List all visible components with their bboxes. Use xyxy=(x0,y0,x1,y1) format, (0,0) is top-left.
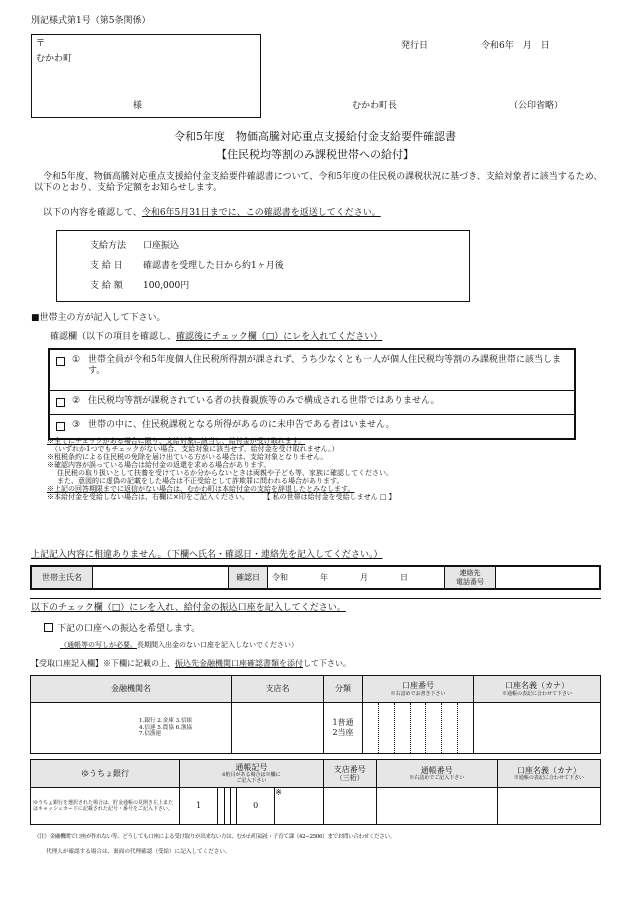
account-name-note: ※通帳の表記に合わせて下さい xyxy=(501,690,572,697)
account-number-label: 口座番号 xyxy=(402,681,434,691)
confirm-checkbox[interactable] xyxy=(56,357,65,366)
name-input[interactable] xyxy=(93,566,229,589)
payment-label: 支 給 額 xyxy=(90,281,123,291)
intro-deadline xyxy=(43,208,381,219)
yucho-account-name-input[interactable] xyxy=(497,788,600,825)
yucho-table xyxy=(30,759,601,825)
account-number-note: ※右詰めでお書き下さい xyxy=(390,690,446,697)
confirm-item-text: 世帯全員が令和5年度個人住民税所得割が課されず、うち少なくとも一人が個人住民税均等割のみ課税世帯に該当します。 xyxy=(88,355,562,377)
symbol-header xyxy=(180,760,324,788)
bank-type-options: 1.銀行 2.金庫 3.信組 4.信連 5.農協 6.漁協 7.信漁連 xyxy=(139,717,193,738)
note-line: 住民税の取り扱いとして扶養を受けているか分からないときは両親や子ども等、家族に確認してください。 xyxy=(57,469,393,478)
bank-name-header: 金融機関名 xyxy=(31,676,232,703)
category-cell[interactable] xyxy=(324,703,363,754)
postal-mark: 〒 xyxy=(36,39,46,49)
account-name-header xyxy=(474,676,601,703)
category-header: 分類 xyxy=(324,676,363,703)
address-box xyxy=(31,34,261,118)
account-digit-box[interactable] xyxy=(395,703,411,753)
passbook-number-input[interactable] xyxy=(376,788,497,825)
note-line: ※租税条約による住民税の免除を届け出ている方がいる場合は、支給対象となりません。 xyxy=(47,453,328,462)
transfer-request-note xyxy=(60,641,298,649)
decline-instruction: ※本給付金を受給しない場合は、右欄に×印をご記入ください。 xyxy=(47,493,249,502)
seal-omitted: （公印省略） xyxy=(509,101,564,111)
symbol-note: 6桁目がある場合は※欄に ご記入下さい xyxy=(222,772,281,785)
note-line: また、意図的に虚偽の記載をした場合は不正受給として詐欺罪に問われる場合があります。 xyxy=(57,477,344,486)
contact-label-line1: 連絡先 xyxy=(459,569,481,578)
passbook-number-header xyxy=(376,760,497,788)
note-line: ※確認内容が誤っている場合は給付金の返還を求める場合があります。 xyxy=(47,461,271,470)
addressee-honorific: 様 xyxy=(133,101,143,111)
yucho-description: ゆうちょ銀行を選択された場合は、貯金通帳の見開き左上またはキャッシュカードに記載された記号・番号をご記入下さい。 xyxy=(31,788,180,825)
decline-checkbox-label[interactable]: 【 私の世帯は給付金を受給しません □ 】 xyxy=(266,493,396,502)
confirm-item-number: ① xyxy=(72,355,81,365)
intro-deadline-date: 令和6年5月31日までに、この確認書を返送してください。 xyxy=(141,208,381,218)
yucho-account-name-note: ※通帳の表記に合わせて下さい xyxy=(513,775,584,782)
yucho-title: ゆうちょ銀行 xyxy=(31,760,180,788)
transfer-request-label: 下記の口座への振込を希望します。 xyxy=(57,624,201,634)
confirm-item[interactable] xyxy=(50,350,574,390)
confirm-item-text: 世帯の中に、住民税課税となる所得があるのに未申告である者はいません。 xyxy=(88,420,395,430)
issue-label: 発行日 xyxy=(401,41,429,51)
address-town: むかわ町 xyxy=(36,54,73,64)
intro-deadline-lead: 以下の内容を確認して、 xyxy=(43,208,142,218)
branch-number-input[interactable] xyxy=(323,788,376,825)
note-line: （いずれか1つでもチェックがない場合、支給対象に該当せず、給付金を受け取れません。） xyxy=(51,445,339,454)
account-digit-box[interactable] xyxy=(411,703,427,753)
account-heading: 以下のチェック欄（□）にレを入れ、給付金の振込口座を記入してください。 xyxy=(31,603,346,613)
payment-row xyxy=(90,261,284,272)
note-line: ※上記の回答期限までに返信がない場合は、むかわ町は本給付金の支給を辞退したとみなします。 xyxy=(47,485,355,494)
signature-table xyxy=(30,565,601,590)
confirm-item[interactable] xyxy=(50,390,574,415)
payment-label: 支給方法 xyxy=(90,241,127,251)
payment-value: 確認書を受理した日から約1ヶ月後 xyxy=(143,261,284,271)
notes-list xyxy=(47,437,597,501)
account-digit-box[interactable] xyxy=(379,703,395,753)
symbol-digit-1[interactable]: 1 xyxy=(180,788,218,825)
account-name-label: 口座名義（カナ） xyxy=(505,681,569,691)
form-label-c: して下さい。 xyxy=(303,659,351,668)
passbook-number-note: ※右詰めでご記入下さい xyxy=(409,775,465,782)
confirm-item[interactable] xyxy=(50,414,574,439)
account-name-cell[interactable] xyxy=(474,703,601,754)
section-divider xyxy=(30,598,601,599)
confirm-heading-lead: 確認欄（以下の項目を確認し、 xyxy=(50,332,177,342)
contact-input[interactable] xyxy=(496,566,601,589)
category-option-current[interactable]: 2当座 xyxy=(332,728,354,737)
payment-box xyxy=(56,230,470,302)
date-input[interactable]: 令和 年 月 日 xyxy=(268,566,445,589)
note-line xyxy=(47,493,597,501)
request-note-a: （通帳等の写しが必要。 xyxy=(60,641,137,649)
branch-number-label: 支店番号 xyxy=(333,764,366,774)
form-label-a: 【受取口座記入欄】※下欄に記載の上、 xyxy=(31,659,175,668)
document-subtitle: 【住民税均等割のみ課税世帯への給付】 xyxy=(216,148,414,161)
name-label: 世帯主氏名 xyxy=(31,566,93,589)
footer-note: （注）金融機関で口座が作れない等、どうしても口座による受け取りが出来ない方は、むかわ町福祉・子育て課（42−2506）までお問い合わせください。 xyxy=(34,834,395,840)
symbol-digit-6[interactable]: ※ xyxy=(275,788,323,825)
signature-heading: 上記記入内容に相違ありません。（下欄へ氏名・確認日・連絡先を記入してください。） xyxy=(31,550,383,560)
symbol-label: 通帳記号 xyxy=(235,762,268,772)
account-number-header xyxy=(363,676,474,703)
payment-value: 口座振込 xyxy=(143,241,180,251)
transfer-request[interactable] xyxy=(44,623,200,635)
householder-note: ■世帯主の方が記入して下さい。 xyxy=(31,313,166,323)
confirm-item-text: 住民税均等割が課税されている者の扶養親族等のみで構成される世帯ではありません。 xyxy=(88,396,440,406)
bank-name-cell[interactable] xyxy=(31,703,232,754)
issuer-name: むかわ町長 xyxy=(352,101,398,111)
yucho-account-name-header xyxy=(497,760,600,788)
contact-label xyxy=(445,566,496,589)
confirm-item-number: ③ xyxy=(72,420,81,430)
passbook-number-label: 通帳番号 xyxy=(420,765,453,775)
category-option-ordinary[interactable]: 1普通 xyxy=(332,718,354,728)
account-form-label xyxy=(31,659,351,669)
payment-value: 100,000円 xyxy=(143,281,190,291)
confirm-heading-instruction: 確認後にチェック欄（□）にレを入れてください） xyxy=(176,332,383,342)
note-line: ※全てにチェックがある場合に限り、支給対象に該当し、給付金が受け取れます。 xyxy=(47,437,306,445)
account-number-cell[interactable] xyxy=(363,703,474,754)
issue-date: 令和6年 月 日 xyxy=(481,41,550,51)
confirm-box xyxy=(48,348,576,440)
payment-row xyxy=(90,241,179,252)
form-label-b: 振込先金融機関口座確認書類を添付 xyxy=(175,659,303,668)
contact-label-line2: 電話番号 xyxy=(456,577,484,586)
transfer-request-checkbox[interactable] xyxy=(44,623,53,632)
account-digit-box[interactable] xyxy=(458,703,473,753)
branch-number-header xyxy=(323,760,376,788)
bank-table xyxy=(30,675,601,754)
branch-number-note: （三桁） xyxy=(335,774,364,783)
branch-name-header: 支店名 xyxy=(232,676,324,703)
account-digit-box[interactable] xyxy=(442,703,458,753)
symbol-digit-5[interactable]: 0 xyxy=(237,788,275,825)
payment-label: 支 給 日 xyxy=(90,261,123,271)
yucho-account-name-label: 口座名義（カナ） xyxy=(516,765,581,775)
account-digit-box[interactable] xyxy=(363,703,379,753)
request-note-b: 長期間入出金のない口座を記入しないでください） xyxy=(137,641,298,649)
form-label: 別記様式第1号（第5条関係） xyxy=(31,16,151,26)
intro-paragraph: 令和5年度、物価高騰対応重点支援給付金支給要件確認書について、令和5年度の住民税の課税状況に基づき、支給対象者に該当するため、以下のとおり、支給予定額をお知らせします。 xyxy=(34,172,603,194)
confirm-item-number: ② xyxy=(72,396,81,406)
confirm-heading xyxy=(50,332,382,343)
account-digit-boxes xyxy=(363,703,473,753)
confirm-checkbox[interactable] xyxy=(56,422,65,431)
date-label: 確認日 xyxy=(229,566,268,589)
payment-row xyxy=(90,281,189,292)
account-digit-box[interactable] xyxy=(426,703,442,753)
confirm-checkbox[interactable] xyxy=(56,398,65,407)
document-title: 令和5年度 物価高騰対応重点支援給付金支給要件確認書 xyxy=(174,130,456,143)
branch-name-cell[interactable] xyxy=(232,703,324,754)
footer-proxy-note: 代理人が確認する場合は、裏面の代理確認（受給）に記入してください。 xyxy=(46,849,231,855)
